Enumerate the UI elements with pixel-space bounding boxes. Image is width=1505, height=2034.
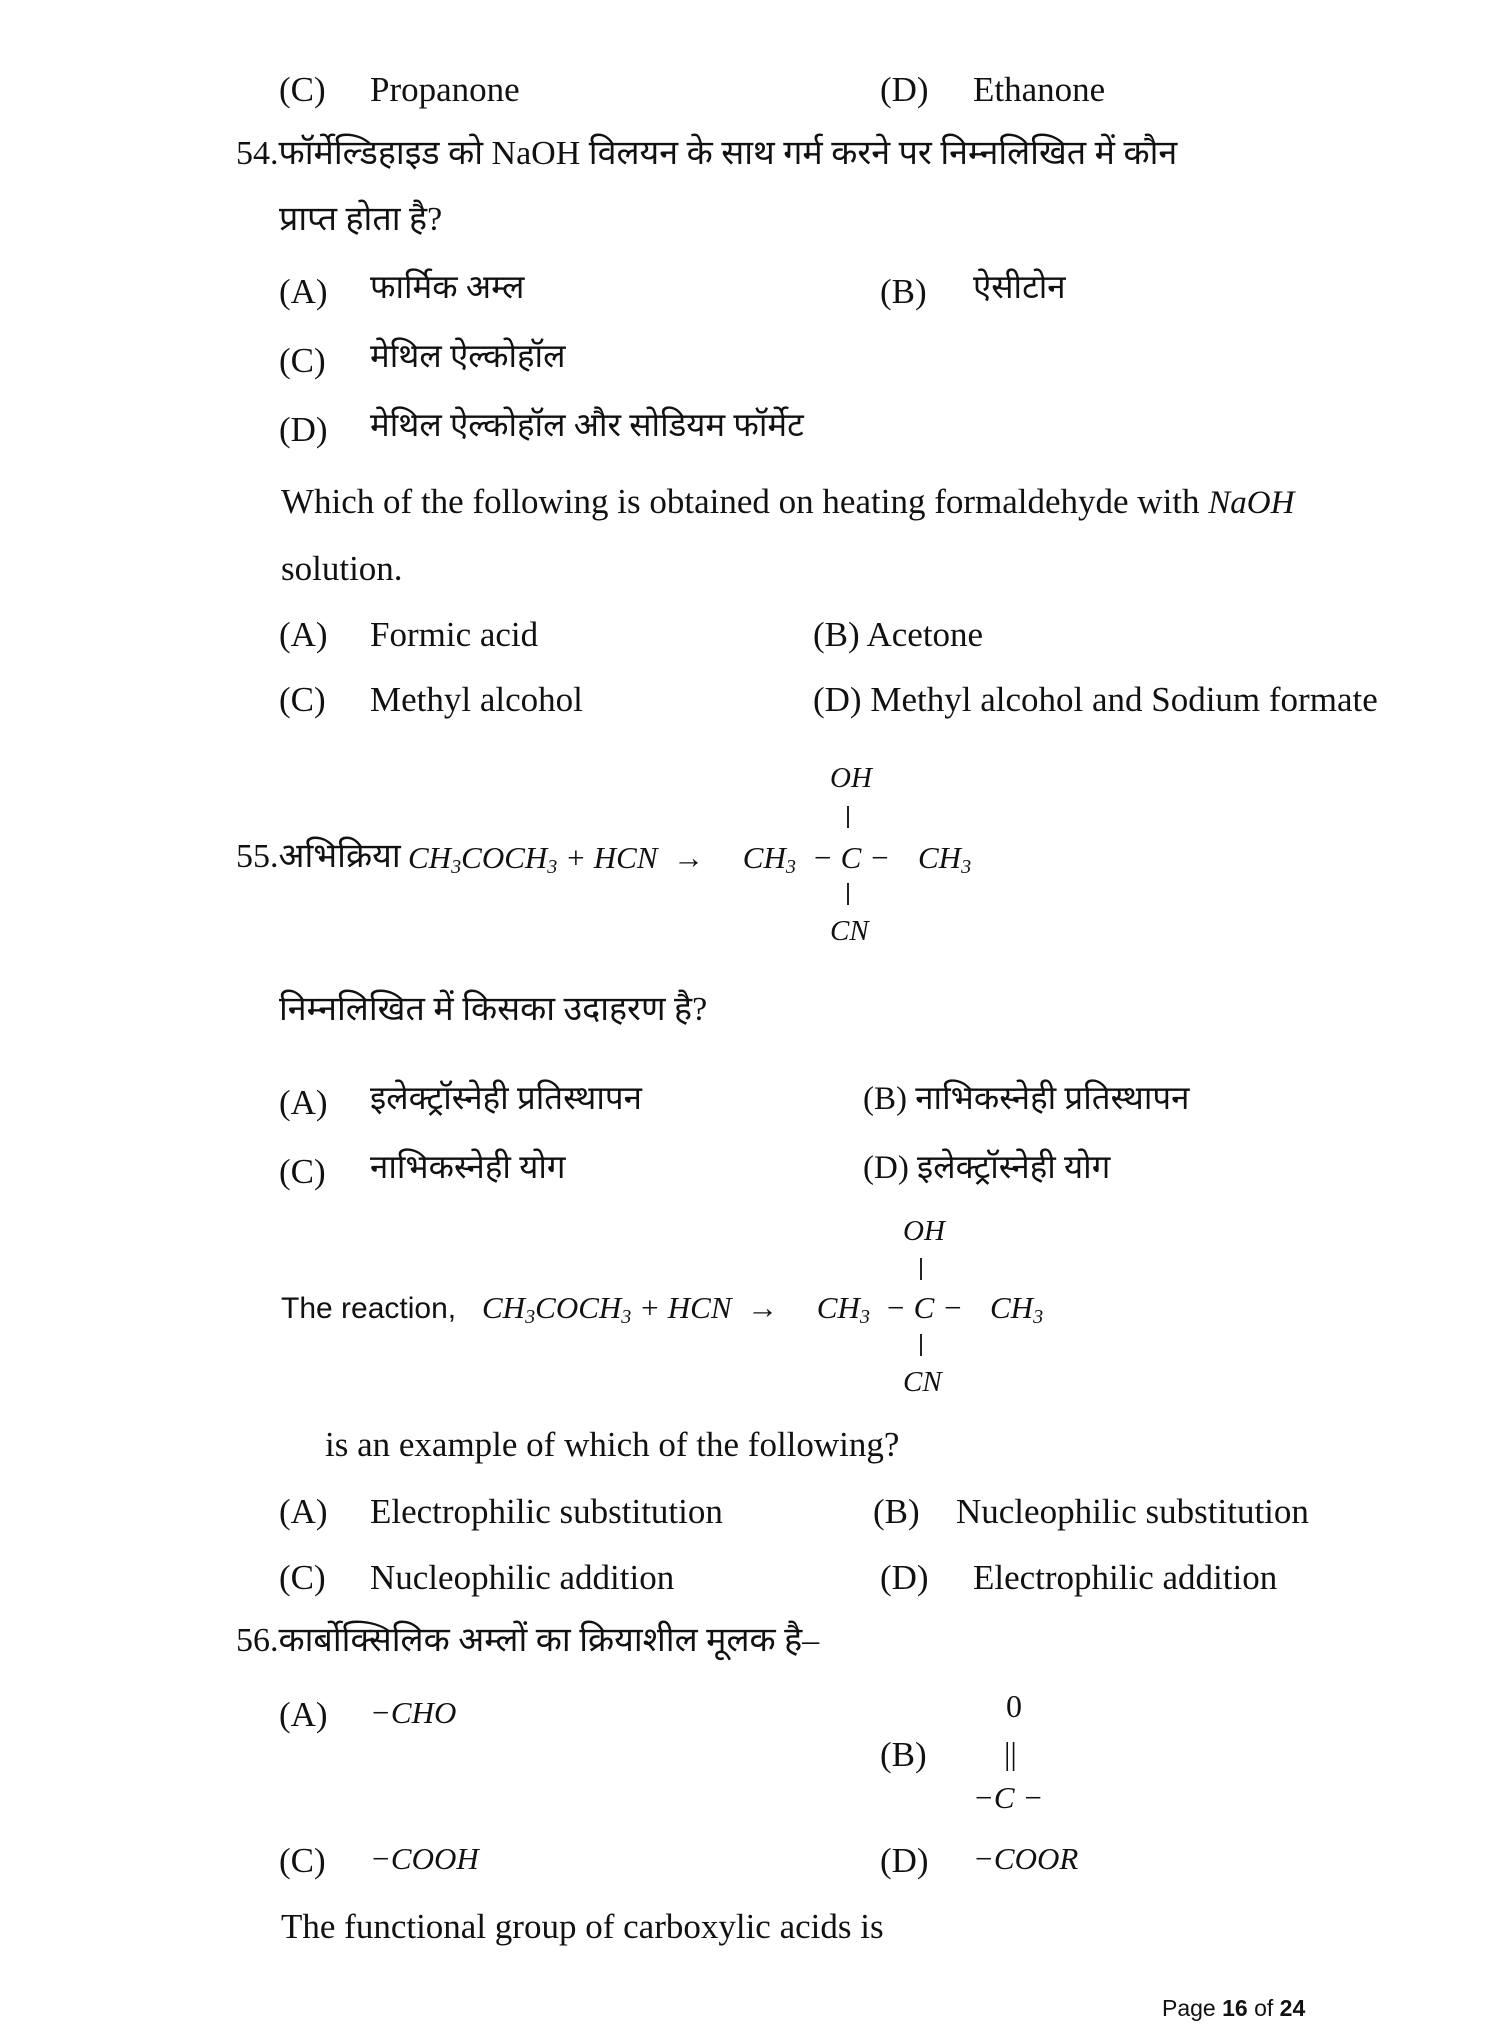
q55-english-equation: $CH_3COCH_3$ + HCN → $CH_3$ (482, 1290, 870, 1329)
q56-option-d-formula: −COOR (973, 1841, 1079, 1876)
q55-hindi-bond-bottom (847, 883, 849, 905)
q55-english-option-a: Electrophilic substitution (370, 1492, 723, 1531)
q54-hindi-option-c: मेथिल ऐल्कोहॉल (370, 339, 566, 375)
q56-option-c-label: (C) (279, 1841, 326, 1880)
q55-hindi-prefix: 55.अभिक्रिया (236, 838, 401, 875)
q55-english-line2: is an example of which of the following? (325, 1425, 900, 1464)
q55-hindi-right-ch3: $CH_3$ (918, 840, 972, 879)
q55-hindi-center-carbon: − C − (812, 840, 891, 875)
q55-english-option-b-label: (B) (873, 1492, 920, 1531)
q56-option-b-oxygen: 0 (1006, 1688, 1022, 1724)
q54-hindi-option-a: फार्मिक अम्ल (370, 270, 525, 306)
q54-hindi-option-d-label: (D) (279, 410, 328, 449)
q55-hindi-option-a-label: (A) (279, 1083, 328, 1122)
q54-english-option-a: Formic acid (370, 615, 539, 654)
q56-english-line: The functional group of carboxylic acids is (281, 1907, 884, 1946)
q55-hindi-oh-group: OH (830, 762, 872, 794)
of-word: of (1254, 1995, 1274, 2021)
q55-hindi-cn-group: CN (830, 915, 869, 947)
q55-hindi-option-a: इलेक्ट्रॉस्नेही प्रतिस्थापन (370, 1081, 642, 1117)
q55-hindi-option-c-label: (C) (279, 1152, 326, 1191)
q55-english-center-carbon: − C − (885, 1290, 964, 1325)
q56-option-d-label: (D) (880, 1841, 929, 1880)
q54-hindi-option-d: मेथिल ऐल्कोहॉल और सोडियम फॉर्मेट (370, 408, 804, 444)
q54-english-option-c-label: (C) (279, 680, 326, 719)
q56-option-c-formula: −COOH (370, 1841, 479, 1876)
page-total: 24 (1279, 1995, 1306, 2021)
q54-english-option-c: Methyl alcohol (370, 680, 583, 719)
q55-english-oh-group: OH (903, 1215, 945, 1247)
q56-option-a-label: (A) (279, 1695, 328, 1734)
q55-english-cn-group: CN (903, 1366, 942, 1398)
q56-option-a-formula: −CHO (370, 1695, 457, 1730)
q54-english-line1: Which of the following is obtained on heating formaldehyde with NaOH (281, 482, 1295, 521)
q55-hindi-option-c: नाभिकस्नेही योग (370, 1150, 566, 1186)
page-word: Page (1162, 1995, 1216, 2021)
q54-hindi-option-a-label: (A) (279, 272, 328, 311)
q55-hindi-option-b: (B) नाभिकस्नेही प्रतिस्थापन (863, 1081, 1190, 1117)
q56-option-b-label: (B) (880, 1735, 927, 1774)
q55-hindi-line2: निम्नलिखित में किसका उदाहरण है? (279, 991, 708, 1028)
q55-english-right-ch3: $CH_3$ (990, 1290, 1044, 1329)
q55-english-prefix: The reaction, (281, 1292, 457, 1325)
q56-option-b-double-bond: || (1004, 1735, 1017, 1771)
q55-hindi-option-d: (D) इलेक्ट्रॉस्नेही योग (863, 1150, 1111, 1186)
q54-english-option-a-label: (A) (279, 615, 328, 654)
q55-english-option-d-label: (D) (880, 1558, 929, 1597)
naoh-formula: NaOH (1208, 485, 1295, 521)
prev-option-c-text: Propanone (370, 70, 520, 109)
q54-english-line2: solution. (281, 549, 403, 588)
q56-option-b-formula: −C − (973, 1780, 1044, 1815)
q55-english-option-c-label: (C) (279, 1558, 326, 1597)
q54-hindi-line2: प्राप्त होता है? (279, 201, 443, 238)
q55-hindi-bond-top (847, 806, 849, 828)
q54-hindi-option-c-label: (C) (279, 341, 326, 380)
q55-english-option-c: Nucleophilic addition (370, 1558, 675, 1597)
prev-option-d-label: (D) (880, 70, 929, 109)
page-current: 16 (1222, 1995, 1248, 2021)
q54-hindi-option-b-label: (B) (880, 272, 927, 311)
q55-english-bond-top (920, 1258, 922, 1280)
page-number (1162, 1995, 1305, 2022)
q54-english-option-b: (B) Acetone (813, 615, 984, 654)
prev-option-d-text: Ethanone (973, 70, 1106, 109)
q54-hindi-option-b: ऐसीटोन (973, 270, 1066, 306)
q55-english-option-b: Nucleophilic substitution (956, 1492, 1309, 1531)
q55-english-bond-bottom (920, 1334, 922, 1356)
q54-english-option-d: (D) Methyl alcohol and Sodium formate (813, 680, 1378, 719)
q55-english-option-d: Electrophilic addition (973, 1558, 1278, 1597)
q54-hindi-line1: 54.फॉर्मेल्डिहाइड को NaOH विलयन के साथ गर्म करने पर निम्नलिखित में कौन (236, 135, 1178, 172)
q55-english-option-a-label: (A) (279, 1492, 328, 1531)
q55-hindi-equation: $CH_3COCH_3$ + HCN → $CH_3$ (408, 840, 796, 879)
q56-hindi-line1: 56.कार्बोक्सिलिक अम्लों का क्रियाशील मूलक है– (236, 1622, 820, 1659)
prev-option-c-label: (C) (279, 70, 326, 109)
